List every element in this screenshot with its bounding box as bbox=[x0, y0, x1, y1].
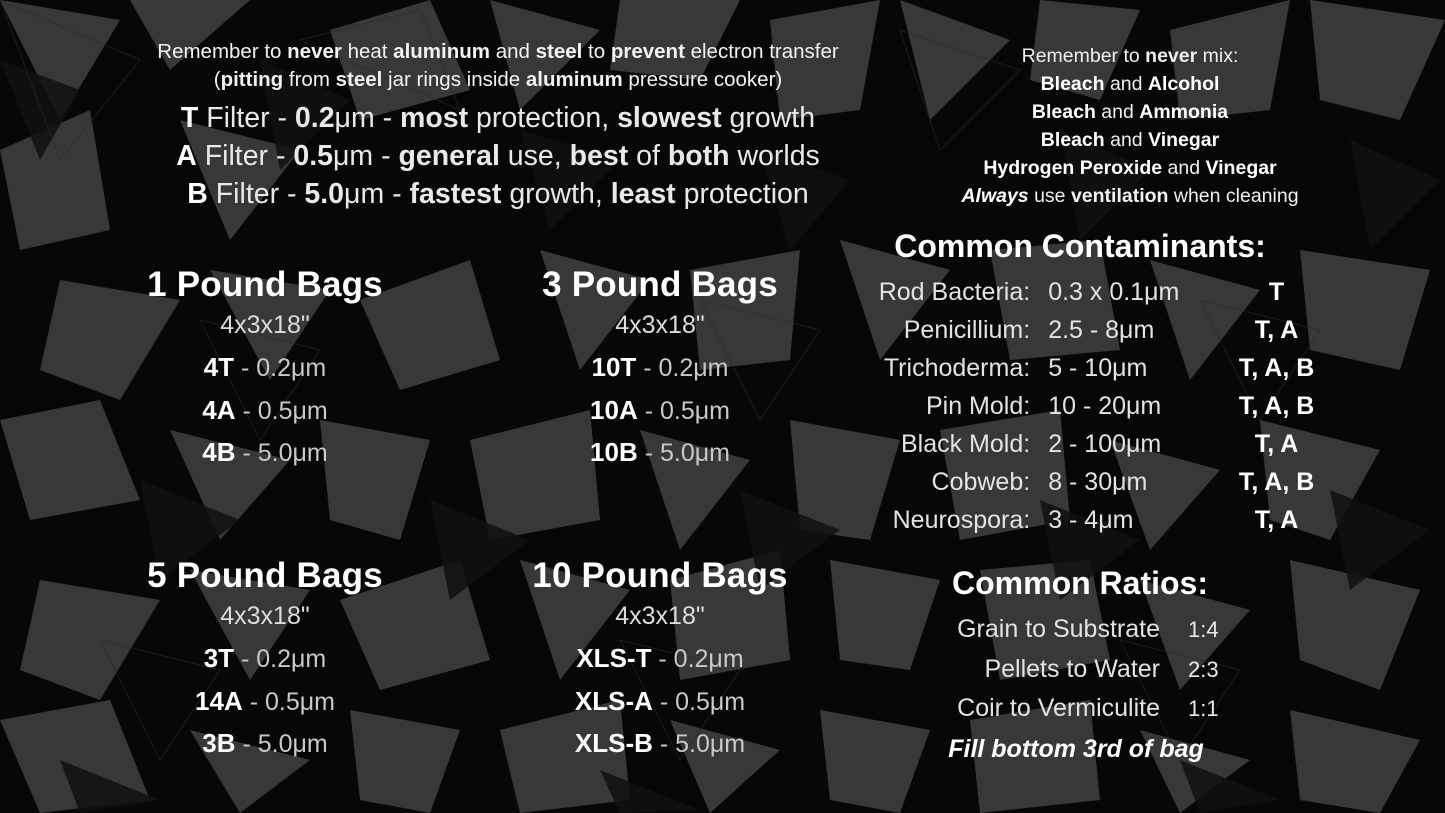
filter-label: Filter - bbox=[198, 102, 295, 134]
contaminants-table bbox=[830, 228, 1330, 539]
metal-warning-text: to bbox=[582, 40, 611, 63]
list-item bbox=[830, 610, 1330, 650]
chemical-pair-row bbox=[905, 126, 1355, 154]
bag-option bbox=[495, 389, 825, 432]
filter-desc-emphasis: most bbox=[400, 102, 469, 134]
chemical-pair-row bbox=[905, 98, 1355, 126]
bag-option-code: 14A bbox=[195, 685, 243, 716]
bag-title: 1 Pound Bags bbox=[147, 265, 383, 304]
metal-warning-emphasis: aluminum bbox=[393, 40, 490, 63]
chemical-warning-heading bbox=[905, 42, 1355, 70]
ratio-value: 1:1 bbox=[1188, 696, 1219, 721]
list-item bbox=[830, 650, 1330, 690]
filter-letter: A bbox=[176, 139, 197, 172]
bag-option-spec: - 5.0μm bbox=[652, 730, 746, 758]
bag-option-spec: - 0.2μm bbox=[636, 354, 729, 382]
chemical-join: and bbox=[1162, 157, 1206, 180]
ratio-name: Pellets to Water bbox=[984, 654, 1160, 683]
bag-option-spec: - 0.2μm bbox=[234, 645, 327, 673]
bag-block-5-pound bbox=[100, 556, 430, 765]
bag-option-code: 10T bbox=[591, 352, 637, 382]
contaminant-filters: T, A bbox=[1254, 430, 1299, 458]
filter-size: 5.0 bbox=[304, 177, 345, 210]
contaminant-name: Neurospora: bbox=[892, 506, 1031, 534]
chemical-join: and bbox=[1104, 73, 1148, 96]
bag-option-code: 4T bbox=[203, 352, 235, 382]
bag-option-spec: - 0.2μm bbox=[651, 645, 744, 673]
bag-option bbox=[495, 680, 825, 723]
contaminant-filters: T, A, B bbox=[1238, 354, 1315, 382]
chemical-warning-emphasis: never bbox=[1145, 45, 1198, 67]
filter-size: 0.2 bbox=[294, 102, 335, 134]
chemical-name: Vinegar bbox=[1205, 157, 1277, 180]
filter-desc: worlds bbox=[729, 139, 820, 172]
bag-title: 5 Pound Bags bbox=[147, 556, 383, 595]
contaminant-filters: T, A bbox=[1254, 316, 1299, 344]
filter-unit: μm - bbox=[344, 177, 410, 210]
ratios-title: Common Ratios: bbox=[952, 565, 1208, 601]
contaminant-filters: T, A, B bbox=[1238, 392, 1315, 420]
contaminant-name: Black Mold: bbox=[900, 430, 1031, 458]
metal-warning-line-1 bbox=[118, 38, 878, 66]
bag-option-spec: - 0.5μm bbox=[242, 687, 335, 716]
bag-dimensions: 4x3x18" bbox=[220, 602, 310, 630]
contaminant-size: 0.3 x 0.1μm bbox=[1048, 278, 1180, 306]
bag-option-code: 3T bbox=[203, 643, 235, 673]
table-row bbox=[830, 463, 1330, 501]
contaminant-size: 2 - 100μm bbox=[1048, 430, 1162, 458]
metal-warning-emphasis: pitting bbox=[220, 67, 284, 91]
bag-option-spec: - 5.0μm bbox=[235, 439, 328, 467]
chemical-warning-text: mix: bbox=[1197, 45, 1239, 67]
contaminant-size: 3 - 4μm bbox=[1048, 506, 1134, 534]
filter-desc-emphasis: least bbox=[610, 177, 676, 210]
list-item bbox=[830, 689, 1330, 729]
table-row bbox=[830, 425, 1330, 463]
bag-option-spec: - 5.0μm bbox=[235, 730, 328, 758]
bag-option-spec: - 0.5μm bbox=[637, 396, 730, 425]
bag-title: 3 Pound Bags bbox=[542, 265, 778, 304]
metal-warning-emphasis: steel bbox=[535, 40, 583, 63]
metal-warning-text: jar rings inside bbox=[382, 67, 526, 91]
chemical-name: Alcohol bbox=[1147, 73, 1220, 96]
bag-dimensions: 4x3x18" bbox=[615, 311, 705, 339]
bag-option-code: XLS-T bbox=[576, 643, 652, 673]
contaminant-size: 10 - 20μm bbox=[1048, 392, 1162, 420]
filter-letter: T bbox=[180, 102, 199, 134]
bag-option bbox=[100, 637, 430, 680]
table-row bbox=[830, 349, 1330, 387]
bag-option-spec: - 5.0μm bbox=[637, 439, 730, 467]
bag-option-code: 10B bbox=[590, 437, 638, 467]
contaminant-size: 8 - 30μm bbox=[1048, 468, 1148, 496]
bag-block-1-pound bbox=[100, 265, 430, 474]
filter-legend-row-a bbox=[118, 138, 878, 176]
chemical-join: and bbox=[1104, 129, 1149, 152]
metal-warning-text: from bbox=[283, 67, 336, 91]
contaminants-title: Common Contaminants: bbox=[894, 228, 1266, 264]
filter-legend-row-b bbox=[118, 176, 878, 214]
chemical-footer-text: when cleaning bbox=[1168, 185, 1299, 208]
chemical-warning-footer bbox=[905, 182, 1355, 210]
filter-desc-emphasis: both bbox=[667, 139, 730, 172]
chemical-warning-text: Remember to bbox=[1021, 45, 1146, 67]
bag-option-spec: - 0.5μm bbox=[652, 687, 746, 716]
filter-unit: μm - bbox=[334, 102, 401, 134]
bag-option bbox=[100, 680, 430, 723]
ratios-footnote: Fill bottom 3rd of bag bbox=[948, 734, 1204, 763]
contaminant-name: Rod Bacteria: bbox=[878, 278, 1031, 306]
bag-option-spec: - 0.2μm bbox=[234, 354, 327, 382]
filter-label: Filter - bbox=[207, 177, 305, 210]
metal-warning-text: electron transfer bbox=[684, 40, 839, 63]
chemical-name: Ammonia bbox=[1139, 101, 1229, 124]
filter-unit: μm - bbox=[332, 139, 399, 172]
bag-block-3-pound bbox=[495, 265, 825, 474]
bag-option bbox=[100, 431, 430, 474]
filter-desc-emphasis: slowest bbox=[617, 102, 722, 134]
metal-warning-emphasis: never bbox=[287, 40, 342, 63]
table-row bbox=[830, 387, 1330, 425]
bag-option-spec: - 0.5μm bbox=[235, 396, 328, 425]
bag-option bbox=[495, 346, 825, 389]
ratio-value: 2:3 bbox=[1188, 656, 1219, 682]
chemical-name: Bleach bbox=[1040, 73, 1105, 96]
filter-desc: of bbox=[628, 139, 668, 172]
metal-warning-text: Remember to bbox=[157, 40, 288, 63]
filter-desc-emphasis: fastest bbox=[409, 177, 502, 210]
ratios-table bbox=[830, 565, 1330, 764]
chemical-name: Bleach bbox=[1040, 129, 1105, 152]
table-row bbox=[830, 501, 1330, 539]
chemical-name: Bleach bbox=[1031, 101, 1096, 124]
filter-legend bbox=[118, 100, 878, 214]
contaminant-name: Trichoderma: bbox=[883, 354, 1031, 382]
bag-option bbox=[100, 389, 430, 432]
chemical-name: Vinegar bbox=[1148, 129, 1220, 152]
bag-option bbox=[495, 637, 825, 680]
bag-dimensions: 4x3x18" bbox=[615, 602, 705, 630]
filter-desc: protection bbox=[675, 177, 809, 210]
bag-option bbox=[495, 431, 825, 474]
chemical-footer-emphasis: ventilation bbox=[1070, 185, 1169, 208]
metal-warning-emphasis: steel bbox=[335, 67, 383, 91]
bag-option bbox=[100, 722, 430, 765]
bag-block-10-pound bbox=[495, 556, 825, 765]
filter-legend-row-t bbox=[118, 100, 878, 138]
contaminant-name: Penicillium: bbox=[903, 316, 1031, 344]
table-row bbox=[830, 311, 1330, 349]
bag-dimensions: 4x3x18" bbox=[220, 311, 310, 339]
contaminant-filters: T, A, B bbox=[1238, 468, 1315, 496]
metal-warning-emphasis: prevent bbox=[610, 40, 685, 63]
filter-desc: protection, bbox=[468, 102, 618, 134]
bag-option bbox=[100, 346, 430, 389]
bag-option-code: 10A bbox=[590, 394, 638, 425]
chemical-join: and bbox=[1095, 101, 1140, 124]
filter-desc-emphasis: best bbox=[569, 139, 629, 172]
contaminant-size: 2.5 - 8μm bbox=[1048, 316, 1155, 344]
chemical-pair-row bbox=[905, 154, 1355, 182]
chemical-warning-notice bbox=[905, 42, 1355, 210]
filter-desc: growth bbox=[721, 102, 816, 134]
contaminant-name: Cobweb: bbox=[931, 468, 1031, 496]
contaminant-filters: T, A bbox=[1254, 506, 1299, 534]
ratio-name: Grain to Substrate bbox=[957, 615, 1160, 643]
table-row bbox=[830, 273, 1330, 311]
bag-option-code: XLS-B bbox=[574, 728, 653, 758]
bag-option-code: XLS-A bbox=[574, 685, 653, 716]
contaminant-name: Pin Mold: bbox=[925, 392, 1031, 420]
filter-label: Filter - bbox=[196, 139, 294, 172]
chemical-pair-row bbox=[905, 70, 1355, 98]
chemical-footer-text: use bbox=[1028, 185, 1071, 208]
metal-warning-text: heat bbox=[341, 40, 394, 63]
metal-warning-text: pressure cooker) bbox=[622, 67, 783, 91]
filter-size: 0.5 bbox=[293, 139, 333, 172]
filter-letter: B bbox=[187, 177, 208, 210]
metal-warning-line-2 bbox=[118, 66, 878, 94]
bag-option-code: 4A bbox=[202, 394, 236, 425]
bag-option bbox=[495, 722, 825, 765]
ratio-value: 1:4 bbox=[1188, 617, 1219, 642]
contaminant-filters: T bbox=[1268, 278, 1285, 306]
ratio-name: Coir to Vermiculite bbox=[957, 694, 1160, 722]
filter-desc: use, bbox=[499, 139, 570, 172]
filter-desc-emphasis: general bbox=[398, 139, 500, 172]
filter-desc: growth, bbox=[501, 177, 611, 210]
chemical-footer-emphasis: Always bbox=[961, 185, 1029, 208]
metal-warning-text: and bbox=[490, 40, 536, 63]
bag-title: 10 Pound Bags bbox=[532, 556, 788, 595]
metal-warning-text: ( bbox=[213, 67, 221, 91]
metal-warning-emphasis: aluminum bbox=[525, 67, 623, 91]
chemical-name: Hydrogen Peroxide bbox=[983, 157, 1163, 180]
bag-option-code: 4B bbox=[202, 437, 236, 467]
metal-warning-notice bbox=[118, 38, 878, 93]
contaminant-size: 5 - 10μm bbox=[1048, 354, 1148, 382]
bag-option-code: 3B bbox=[202, 728, 236, 758]
